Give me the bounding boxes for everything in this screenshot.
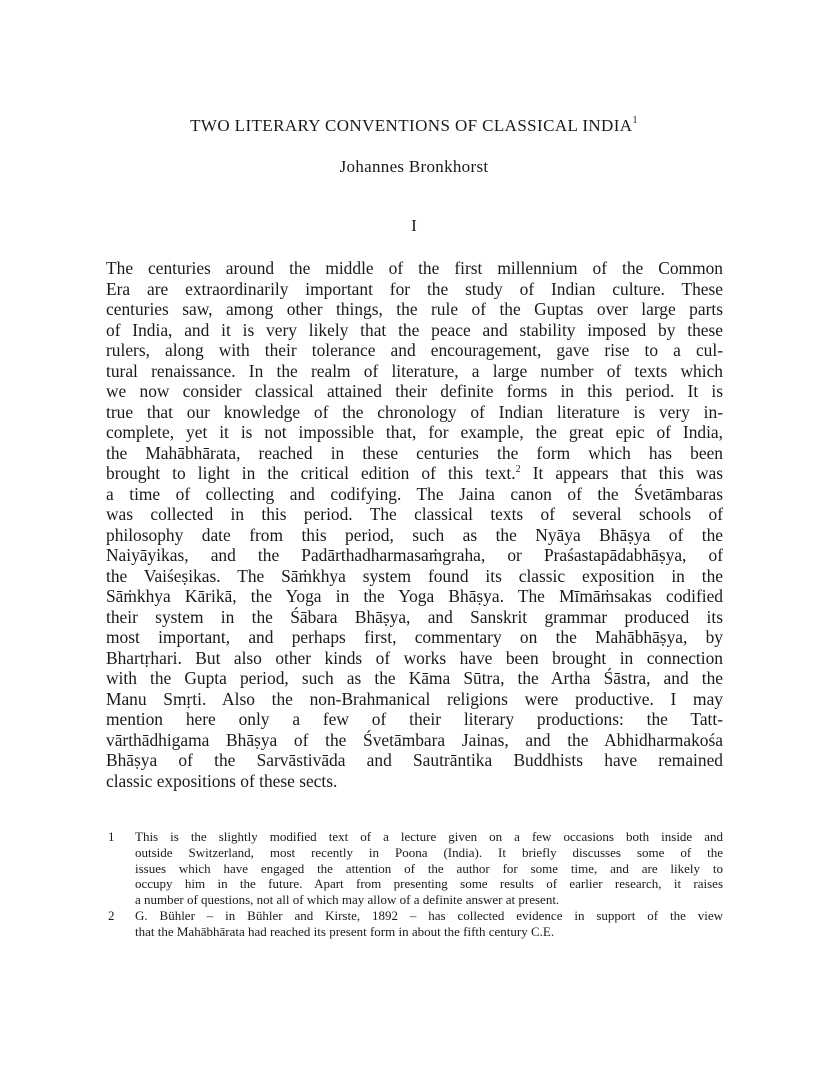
paragraph-line-with-note	[106, 463, 723, 484]
footnote-line: that the Mahābhārata had reached its present form in about the fifth century C.E.	[135, 923, 555, 939]
paragraph-line: a time of collecting and codifying. The Jaina canon of the Śvetāmbaras	[106, 483, 723, 504]
footnotes	[108, 829, 723, 940]
paragraph-line: the Mahābhārata, reached in these centuries the form which has been	[106, 442, 723, 463]
title-text: TWO LITERARY CONVENTIONS OF CLASSICAL INDIA	[190, 116, 633, 135]
paragraph-line: we now consider classical attained their definite forms in this period. It is	[106, 381, 723, 401]
paragraph-line: Era are extraordinarily important for the study of Indian culture. These	[106, 278, 723, 299]
paragraph-line: The centuries around the middle of the first millennium of the Common	[106, 258, 723, 278]
footnote-line: G. Bühler – in Bühler and Kirste, 1892 – has collected evidence in support of the view	[135, 907, 723, 923]
paragraph-line: was collected in this period. The classical texts of several schools of	[106, 504, 723, 524]
paragraph-line: vārthādhigama Bhāṣya of the Śvetāmbara Jainas, and the Abhidharmakośa	[106, 729, 723, 750]
paragraph-line: with the Gupta period, such as the Kāma Sūtra, the Artha Śāstra, and the	[106, 668, 723, 688]
paragraph-line: centuries saw, among other things, the rule of the Guptas over large parts	[106, 299, 723, 319]
paragraph-line: classic expositions of these sects.	[106, 770, 338, 791]
paragraph-line: complete, yet it is not impossible that, for example, the great epic of India,	[106, 422, 723, 442]
footnote-marker-2[interactable]: 2	[515, 464, 521, 476]
footnote-1	[108, 829, 723, 908]
paragraph-line: Naiyāyikas, and the Padārthadharmasaṁgraha, or Praśastapādabhāṣya, of	[106, 545, 723, 565]
footnote-line: issues which have engaged the attention of the author for some time, and are likely to	[135, 860, 723, 876]
paragraph-line: rulers, along with their tolerance and encouragement, gave rise to a cul-	[106, 340, 723, 360]
footnote-number: 1	[108, 829, 115, 844]
section-heading: I	[411, 216, 417, 235]
paragraph-line: philosophy date from this period, such as the Nyāya Bhāṣya of the	[106, 524, 723, 545]
paragraph-line: true that our knowledge of the chronology of Indian literature is very in-	[106, 401, 723, 422]
paragraph-line: Sāṁkhya Kārikā, the Yoga in the Yoga Bhāṣya. The Mīmāṁsakas codified	[106, 586, 723, 606]
paragraph-line: mention here only a few of their literary productions: the Tatt-	[106, 709, 723, 729]
footnote-line: This is the slightly modified text of a lecture given on a few occasions both inside and	[135, 829, 723, 844]
paragraph-line: Bhāṣya of the Sarvāstivāda and Sautrāntika Buddhists have remained	[106, 750, 723, 770]
footnote-line: outside Switzerland, most recently in Poona (India). It briefly discusses some of the	[135, 844, 723, 860]
line-tail: It appears that this was	[520, 463, 724, 483]
footnote-line: occupy him in the future. Apart from presenting some results of earlier research, it raises	[135, 876, 723, 892]
body-paragraph	[106, 258, 723, 791]
paragraph-line: the Vaiśeṣikas. The Sāṁkhya system found its classic exposition in the	[106, 565, 723, 586]
paragraph-line: Bhartṛhari. But also other kinds of works have been brought in connection	[106, 647, 723, 668]
footnote-2	[108, 908, 723, 940]
author-name: Johannes Bronkhorst	[339, 157, 489, 176]
footnote-number: 2	[108, 907, 115, 923]
paragraph-line: most important, and perhaps first, commentary on the Mahābhāṣya, by	[106, 627, 723, 647]
footnote-line: a number of questions, not all of which may allow of a definite answer at present.	[135, 892, 560, 908]
paragraph-line: their system in the Śābara Bhāṣya, and Sanskrit grammar produced its	[106, 606, 723, 627]
paper-title	[0, 116, 828, 136]
paragraph-line: of India, and it is very likely that the peace and stability imposed by these	[106, 319, 723, 340]
paragraph-line: Manu Smṛti. Also the non-Brahmanical religions were productive. I may	[106, 688, 723, 709]
line-text: brought to light in the critical edition of this text.	[106, 463, 516, 483]
title-footnote-marker[interactable]: 1	[632, 115, 638, 127]
paragraph-line: tural renaissance. In the realm of literature, a large number of texts which	[106, 360, 723, 381]
